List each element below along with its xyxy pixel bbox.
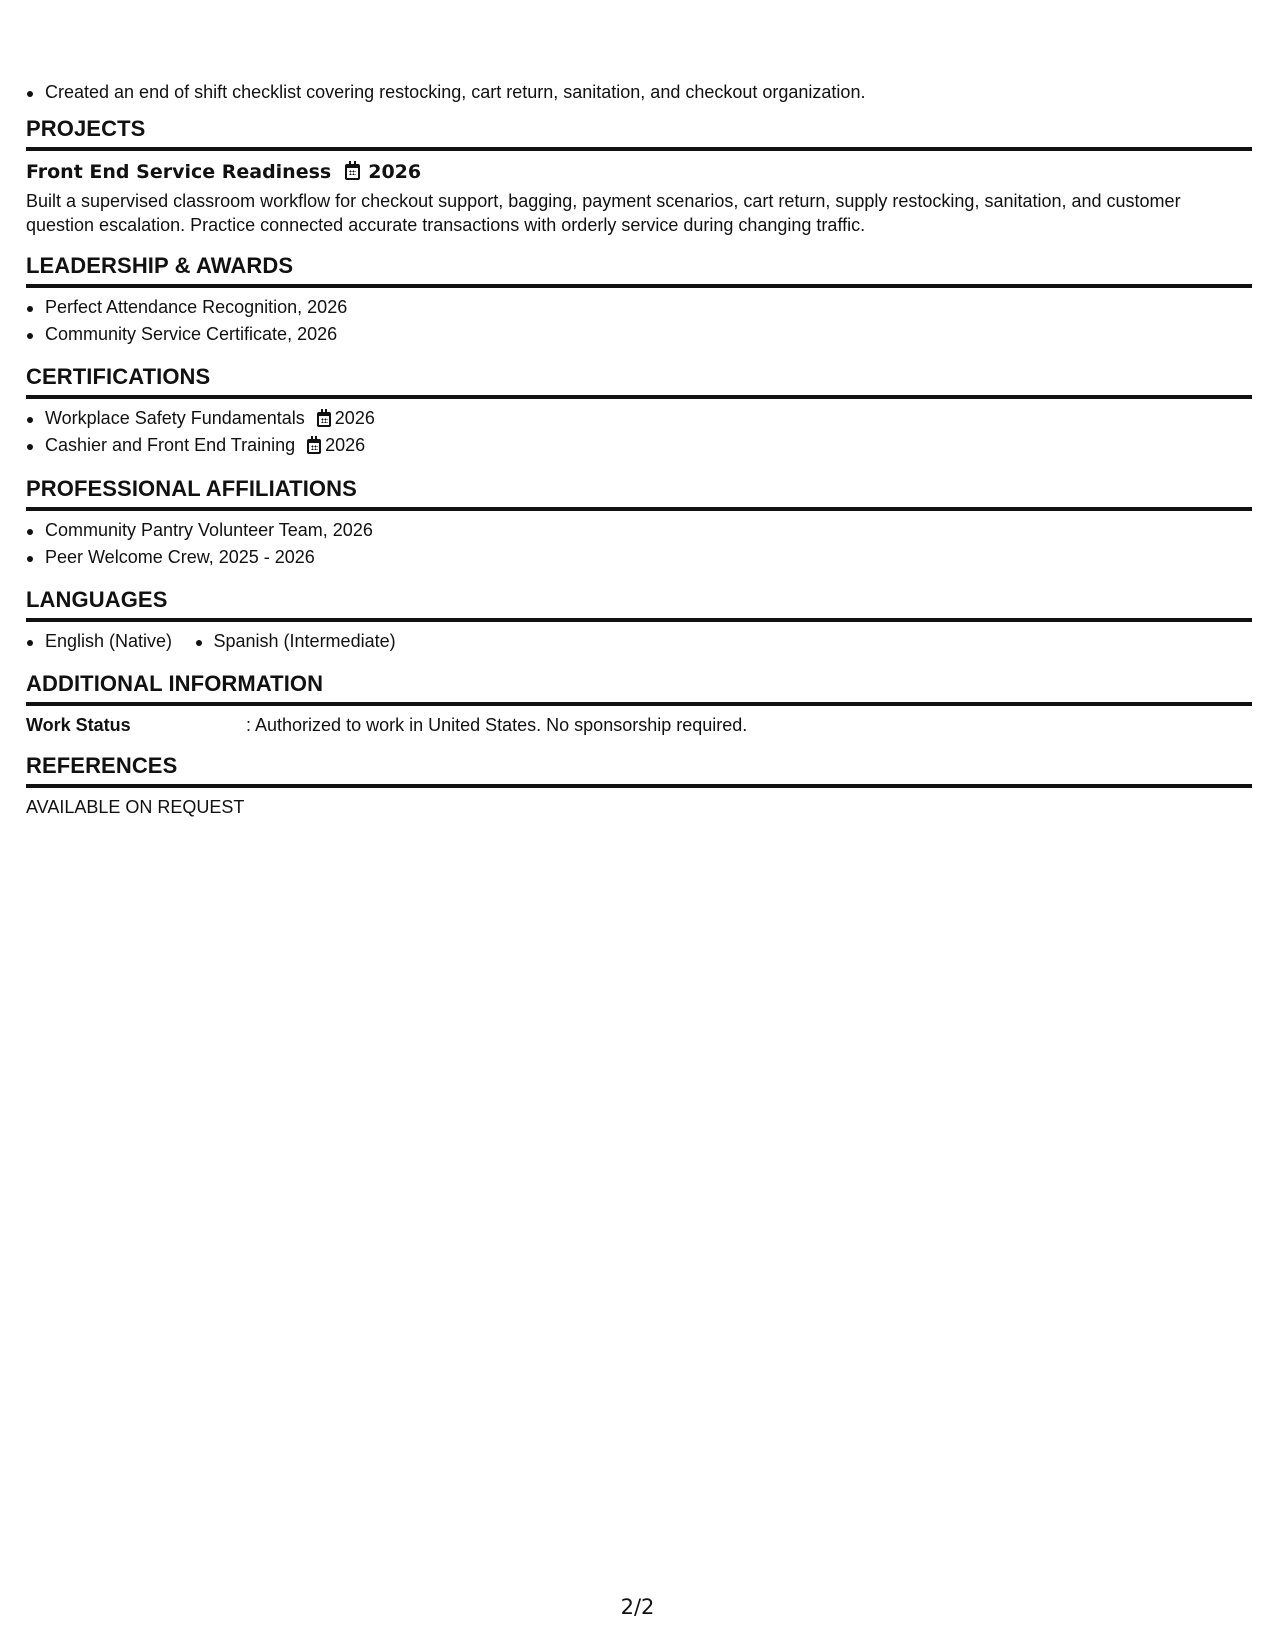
section-heading-leadership: LEADERSHIP & AWARDS xyxy=(26,252,1252,288)
certifications-list xyxy=(26,405,1252,459)
project-year: 2026 xyxy=(368,161,422,183)
work-status-label: Work Status xyxy=(26,715,131,735)
certification-name: Cashier and Front End Training xyxy=(45,435,296,455)
certification-year: 2026 xyxy=(325,435,366,455)
list-item: Community Service Certificate, 2026 xyxy=(26,321,1252,348)
affiliations-list xyxy=(26,517,1252,571)
section-heading-projects: PROJECTS xyxy=(26,115,1252,151)
list-item: Peer Welcome Crew, 2025 - 2026 xyxy=(26,544,1252,571)
section-heading-languages: LANGUAGES xyxy=(26,586,1252,622)
languages-section xyxy=(26,586,1252,655)
list-item: Perfect Attendance Recognition, 2026 xyxy=(26,294,1252,321)
section-heading-additional: ADDITIONAL INFORMATION xyxy=(26,670,1252,706)
references-section xyxy=(26,752,1252,820)
list-item xyxy=(26,405,1252,432)
project-title: Front End Service Readiness xyxy=(26,161,332,183)
section-heading-references: REFERENCES xyxy=(26,752,1252,788)
experience-bullets-continued xyxy=(26,79,1252,106)
certification-year: 2026 xyxy=(334,408,375,428)
affiliations-section xyxy=(26,475,1252,571)
list-item: Community Pantry Volunteer Team, 2026 xyxy=(26,517,1252,544)
projects-section xyxy=(26,115,1252,237)
certification-name: Workplace Safety Fundamentals xyxy=(45,408,305,428)
list-item xyxy=(26,432,1252,459)
list-item: Created an end of shift checklist covering restocking, cart return, sanitation, and checkout organization. xyxy=(26,79,1252,106)
certifications-section xyxy=(26,363,1252,459)
project-description: Built a supervised classroom workflow for checkout support, bagging, payment scenarios, cart return, supply restocking, sanitation, and customer question escalation. Practice connected accurate transactions with orderly service during changing traffic. xyxy=(26,191,1181,235)
awards-list xyxy=(26,294,1252,348)
project-title-line xyxy=(26,157,1252,187)
languages-list xyxy=(26,628,1252,655)
work-status-value: : Authorized to work in United States. No sponsorship required. xyxy=(246,715,748,735)
calendar-icon xyxy=(317,412,331,427)
list-item: Spanish (Intermediate) xyxy=(195,628,396,655)
page-number: 2/2 xyxy=(620,1595,655,1619)
list-item: English (Native) xyxy=(26,628,172,655)
section-heading-affiliations: PROFESSIONAL AFFILIATIONS xyxy=(26,475,1252,511)
calendar-icon xyxy=(345,164,360,180)
references-text: AVAILABLE ON REQUEST xyxy=(26,797,245,817)
work-status-row xyxy=(26,712,1252,738)
leadership-section xyxy=(26,252,1252,348)
calendar-icon xyxy=(307,439,321,454)
additional-info-section xyxy=(26,670,1252,738)
section-heading-certifications: CERTIFICATIONS xyxy=(26,363,1252,399)
